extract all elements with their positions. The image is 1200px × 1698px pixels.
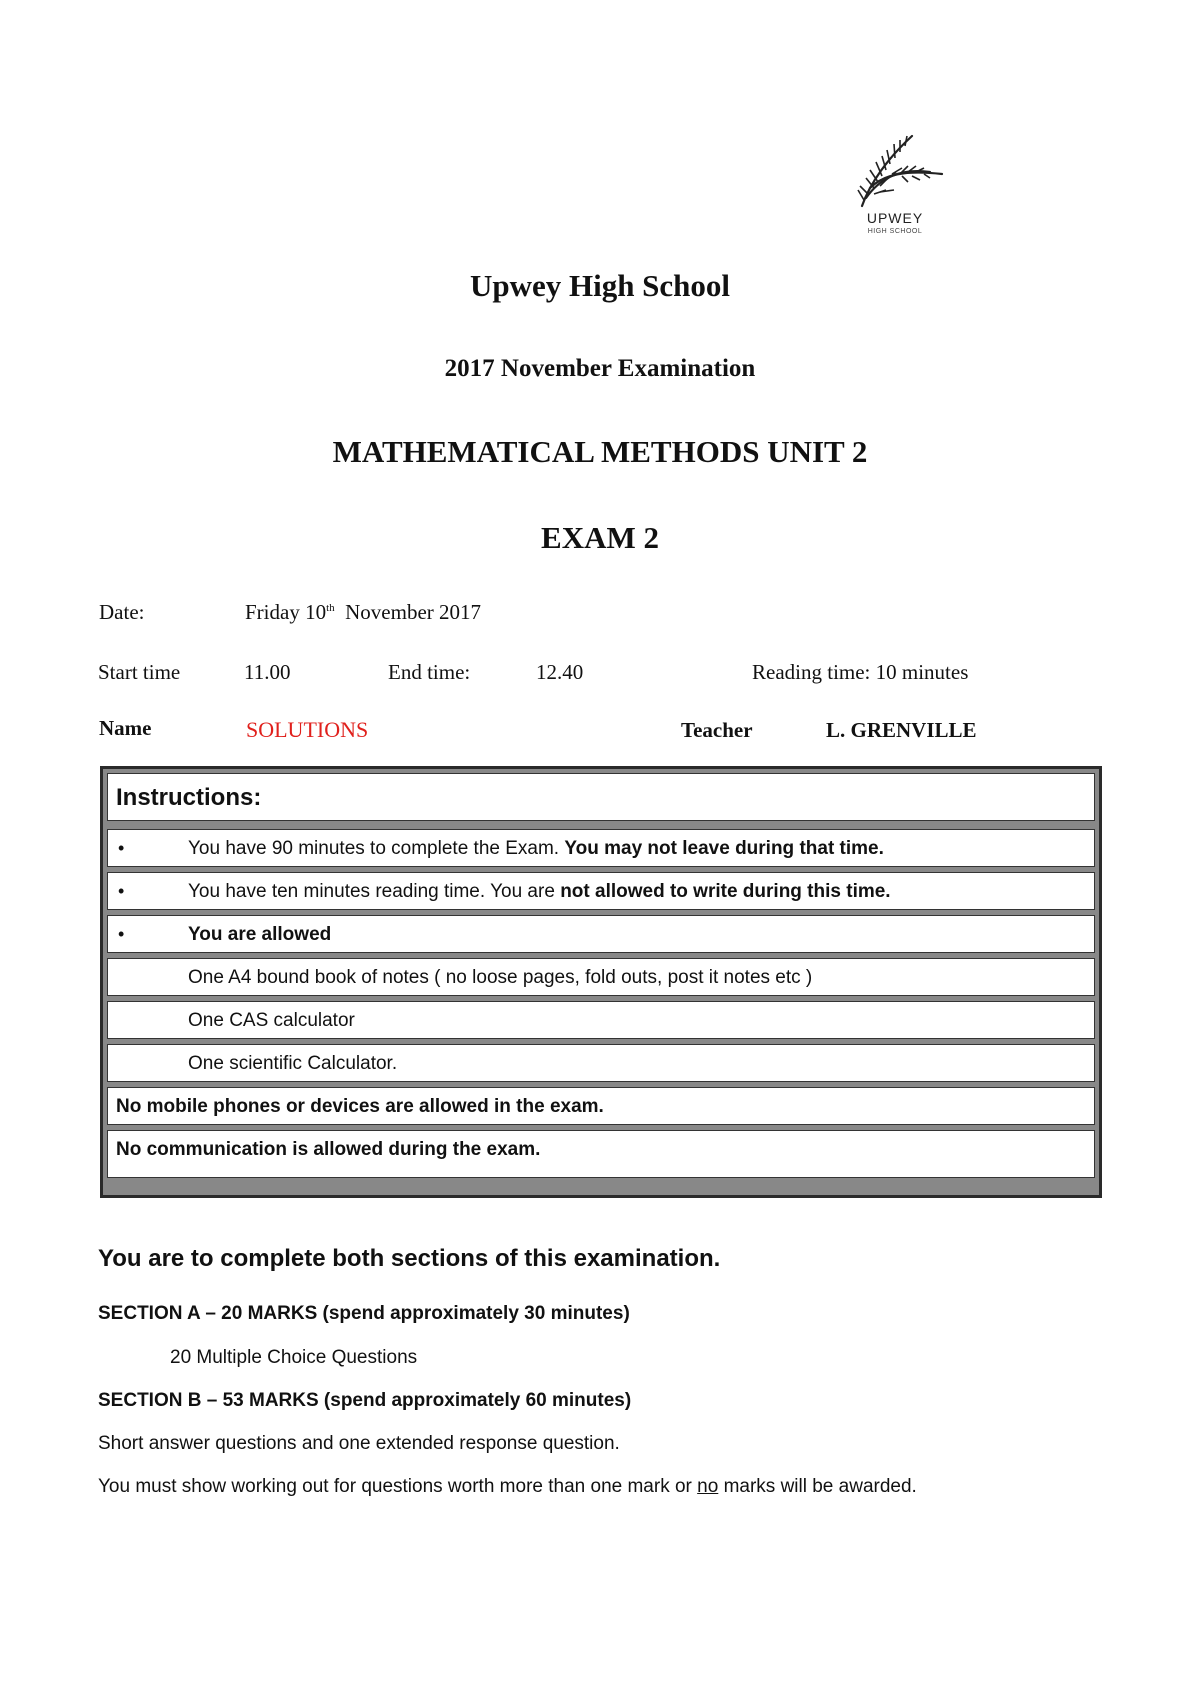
exam-number: EXAM 2 [541,520,659,555]
date-suffix: th [326,602,335,614]
logo-name: UPWEY [866,210,924,226]
instruction-row [107,1044,1095,1082]
instruction-emphasis: You may not leave during that time. [564,838,884,859]
instruction-emphasis: No communication is allowed during the exam. [116,1139,541,1160]
instruction-emphasis: You are allowed [188,924,332,945]
bullet-icon: • [118,924,125,944]
instruction-row [107,829,1095,867]
instruction-emphasis: not allowed to write during this time. [560,881,891,902]
instruction-row [107,1130,1095,1178]
date-month-year: November 2017 [345,600,482,624]
instruction-text: One CAS calculator [188,1010,355,1031]
reading-time: Reading time: 10 minutes [752,660,969,684]
date-label: Date: [99,600,145,624]
date-day: Friday 10 [245,600,327,624]
instruction-text: You have 90 minutes to complete the Exam. [188,838,560,859]
bullet-icon: • [118,838,125,858]
working-out-text: You must show working out for questions worth more than one mark or [98,1476,698,1497]
subject-title: MATHEMATICAL METHODS UNIT 2 [332,434,868,469]
working-out-underlined: no [697,1476,719,1497]
end-time-value: 12.40 [536,660,584,684]
section-b-detail: Short answer questions and one extended response question. [98,1433,620,1454]
instruction-row [107,872,1095,910]
instruction-row [107,1087,1095,1125]
name-label: Name [99,716,152,740]
sections-intro: You are to complete both sections of this examination. [98,1245,721,1272]
school-logo [840,128,950,240]
start-time-label: Start time [98,660,181,684]
exam-session: 2017 November Examination [444,355,756,382]
start-time-value: 11.00 [244,660,291,684]
instructions-heading: Instructions: [116,784,262,811]
instructions-heading-row [107,773,1095,821]
instruction-row [107,958,1095,996]
section-b-heading: SECTION B – 53 MARKS (spend approximately 60 minutes) [98,1390,632,1411]
instructions-box [100,766,1102,1198]
end-time-label: End time: [388,660,471,684]
instruction-row [107,1001,1095,1039]
leaf-sprig-icon [840,128,950,212]
school-name: Upwey High School [469,268,731,303]
name-value: SOLUTIONS [246,717,369,742]
instruction-emphasis: No mobile phones or devices are allowed in the exam. [116,1096,604,1117]
instruction-text: One A4 bound book of notes ( no loose pages, fold outs, post it notes etc ) [188,967,813,988]
working-out-text-end: marks will be awarded. [718,1476,917,1497]
bullet-icon: • [118,881,125,901]
instruction-row [107,915,1095,953]
section-a-detail: 20 Multiple Choice Questions [170,1347,418,1368]
date-value [245,600,481,625]
instruction-text: You have ten minutes reading time. You are [188,881,555,902]
logo-subtitle: HIGH SCHOOL [867,228,923,235]
teacher-value: L. GRENVILLE [826,718,977,742]
working-out-note [98,1476,917,1498]
instruction-text: One scientific Calculator. [188,1053,398,1074]
section-a-heading: SECTION A – 20 MARKS (spend approximately 30 minutes) [98,1303,630,1324]
teacher-label: Teacher [681,718,753,742]
